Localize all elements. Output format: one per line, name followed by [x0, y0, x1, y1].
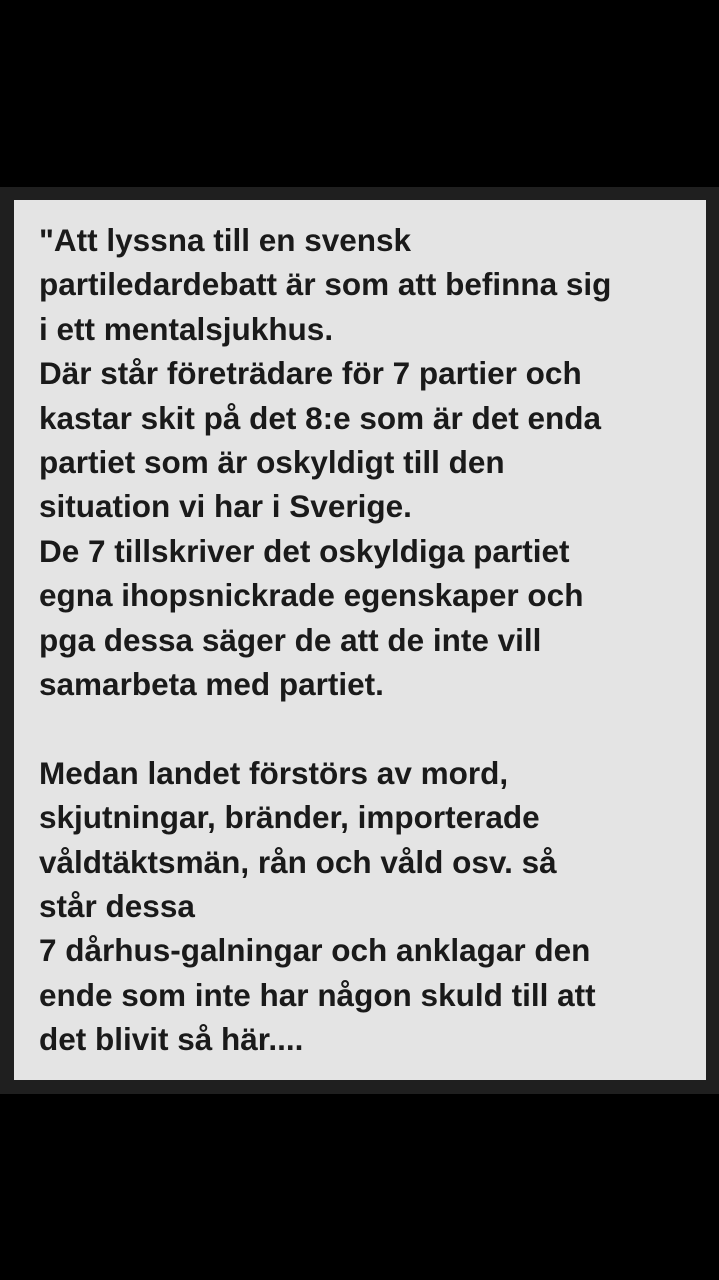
text-line: pga dessa säger de att de inte vill — [39, 621, 542, 658]
text-line: kastar skit på det 8:e som är det enda — [39, 399, 601, 436]
paragraph-1 — [39, 218, 696, 706]
text-line: ende som inte har någon skuld till att — [39, 976, 596, 1013]
text-line: "Att lyssna till en svensk — [39, 222, 412, 258]
text-line: Där står företrädare för 7 partier och — [39, 355, 582, 392]
text-line: skjutningar, bränder, importerade — [39, 799, 540, 836]
quote-card — [14, 200, 706, 1080]
text-line: samarbeta med partiet. — [39, 666, 384, 703]
text-line: Medan landet förstörs av mord, — [39, 754, 509, 791]
text-line: står dessa — [39, 888, 195, 925]
text-line: situation vi har i Sverige. — [39, 488, 412, 525]
text-line: partiledardebatt är som att befinna sig — [39, 266, 612, 303]
paragraph-2 — [39, 751, 696, 1062]
text-line: i ett mentalsjukhus. — [39, 310, 334, 347]
paragraph-gap — [39, 706, 696, 750]
text-line: De 7 tillskriver det oskyldiga partiet — [39, 532, 570, 569]
text-line: våldtäktsmän, rån och våld osv. så — [39, 843, 557, 880]
text-line: partiet som är oskyldigt till den — [39, 444, 505, 481]
text-line: egna ihopsnickrade egenskaper och — [39, 577, 584, 614]
text-line: det blivit så här.... — [39, 1021, 304, 1058]
text-line: 7 dårhus-galningar och anklagar den — [39, 932, 591, 969]
